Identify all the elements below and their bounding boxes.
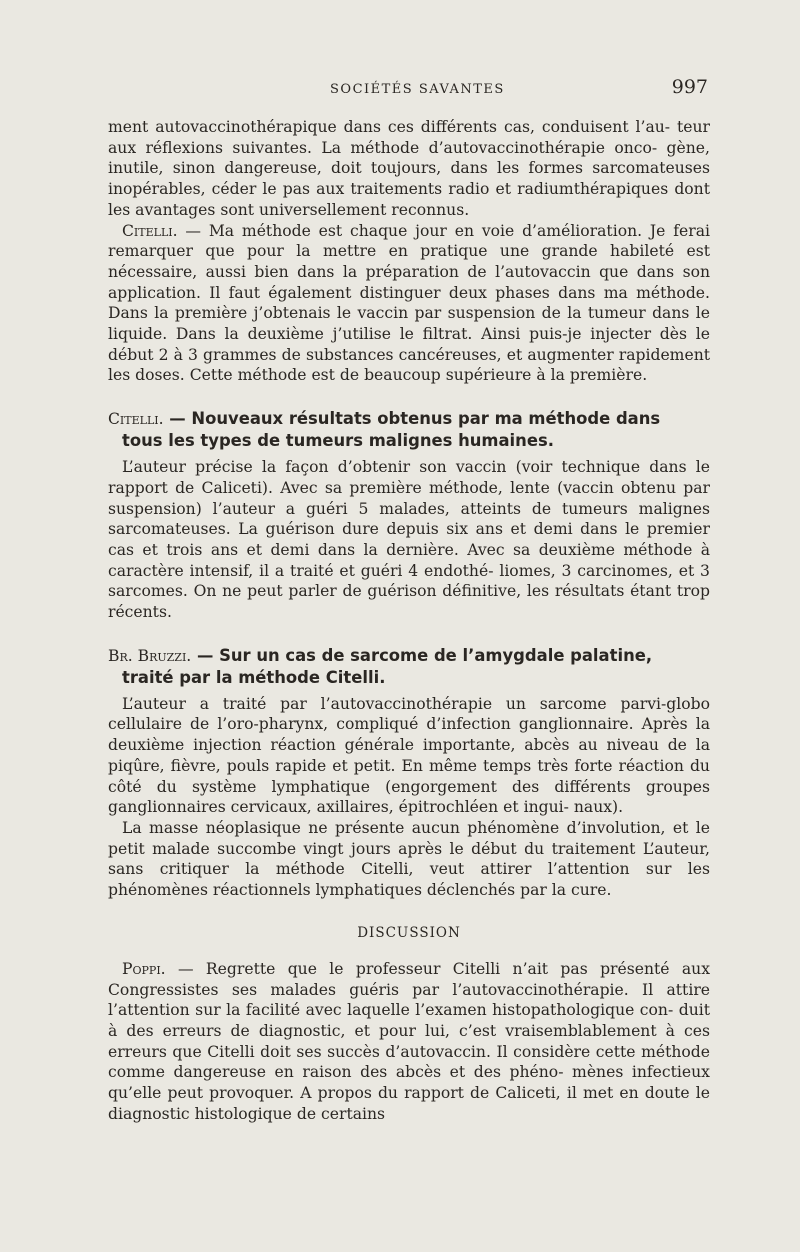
section-paragraph: La masse néoplasique ne présente aucun phénomène d’involution, et le petit malade succombe vingt jours après le début du traitement L’auteur, sans critiquer la méthode Citelli, veut attirer l’attention sur les phénomènes réactionnels lymphatiques déclenchés par la cure.: [108, 818, 710, 900]
section-author: Citelli.: [108, 410, 164, 429]
page-body: [108, 117, 710, 1124]
paragraph-citelli-reply: Citelli. — Ma méthode est chaque jour en voie d’amélioration. Je ferai remarquer que pour la mettre en pratique une grande habileté est nécessaire, aussi bien dans la préparation de l’autovaccin que dans son application. Il faut également distinguer deux phases dans ma méthode. Dans la première j’obtenais le vaccin par suspension de la tumeur dans le liquide. Dans la deuxième j’utilise le filtrat. Ainsi puis-je injecter dès le début 2 à 3 grammes de substances cancéreuses, et augmenter rapidement les doses. Cette méthode est de beaucoup supérieure à la première.: [108, 221, 711, 385]
section-author: Br. Bruzzi.: [108, 646, 192, 665]
section-heading: Citelli. — Nouveaux résultats obtenus par ma méthode dans tous les types de tumeurs malignes humaines.: [108, 409, 661, 451]
running-head: SOCIÉTÉS SAVANTES: [330, 82, 505, 97]
section-citelli: [108, 408, 710, 623]
section-heading: Br. Bruzzi. — Sur un cas de sarcome de l’amygdale palatine, traité par la méthode Citelli.: [108, 645, 653, 687]
speaker-name: Citelli.: [122, 221, 178, 240]
section-paragraph: L’auteur a traité par l’autovaccinothérapie un sarcome parvi-globo cellulaire de l’oro-pharynx, compliqué d’infection ganglionnaire. Après la deuxième injection réaction générale importante, abcès au niveau de la piqûre, fièvre, pouls rapide et petit. En même temps très forte réaction du côté du système lymphatique (engorgement des différents groupes ganglionnaires cervicaux, axillaires, épitrochléen et ingui- naux).: [108, 694, 710, 817]
section-paragraph: L’auteur précise la façon d’obtenir son vaccin (voir technique dans le rapport de Caliceti). Avec sa première méthode, lente (vaccin obtenu par suspension) l’auteur a guéri 5 malades, atteints de tumeurs malignes sarcomateuses. La guérison dure depuis six ans et demi dans le premier cas et trois ans et demi dans la dernière. Avec sa deuxième méthode à caractère intensif, il a traité et guéri 4 endothé- liomes, 3 carcinomes, et 3 sarcomes. On ne peut parler de guérison définitive, les résultats étant trop récents.: [108, 458, 711, 622]
speaker-name: Poppi.: [122, 959, 166, 978]
page-number: 997: [671, 76, 708, 98]
section-bruzzi: [108, 645, 710, 901]
discussion-heading: DISCUSSION: [357, 924, 461, 941]
page-header: [108, 76, 708, 100]
discussion-paragraph: Poppi. — Regrette que le professeur Citelli n’ait pas présenté aux Congressistes ses malades guéris par l’autovaccinothérapie. Il attire l’attention sur la facilité avec laquelle l’examen histopathologique con- duit à des erreurs de diagnostic, et pour lui, c’est vraisemblablement à ces erreurs que Citelli doit ses succès d’autovaccin. Il considère cette méthode comme dangereuse en raison des abcès et des phéno- mènes infectieux qu’elle peut provoquer. A propos du rapport de Caliceti, il met en doute le diagnostic histologique de certains: [108, 959, 710, 1123]
paragraph-continuation: ment autovaccinothérapique dans ces différents cas, conduisent l’au- teur aux réflexions suivantes. La méthode d’autovaccinothérapie onco- gène, inutile, sinon dangereuse, doit toujours, dans les formes sarcomateuses inopérables, céder le pas aux traitements radio et radiumthérapiques dont les avantages sont universellement reconnus.: [108, 118, 710, 219]
